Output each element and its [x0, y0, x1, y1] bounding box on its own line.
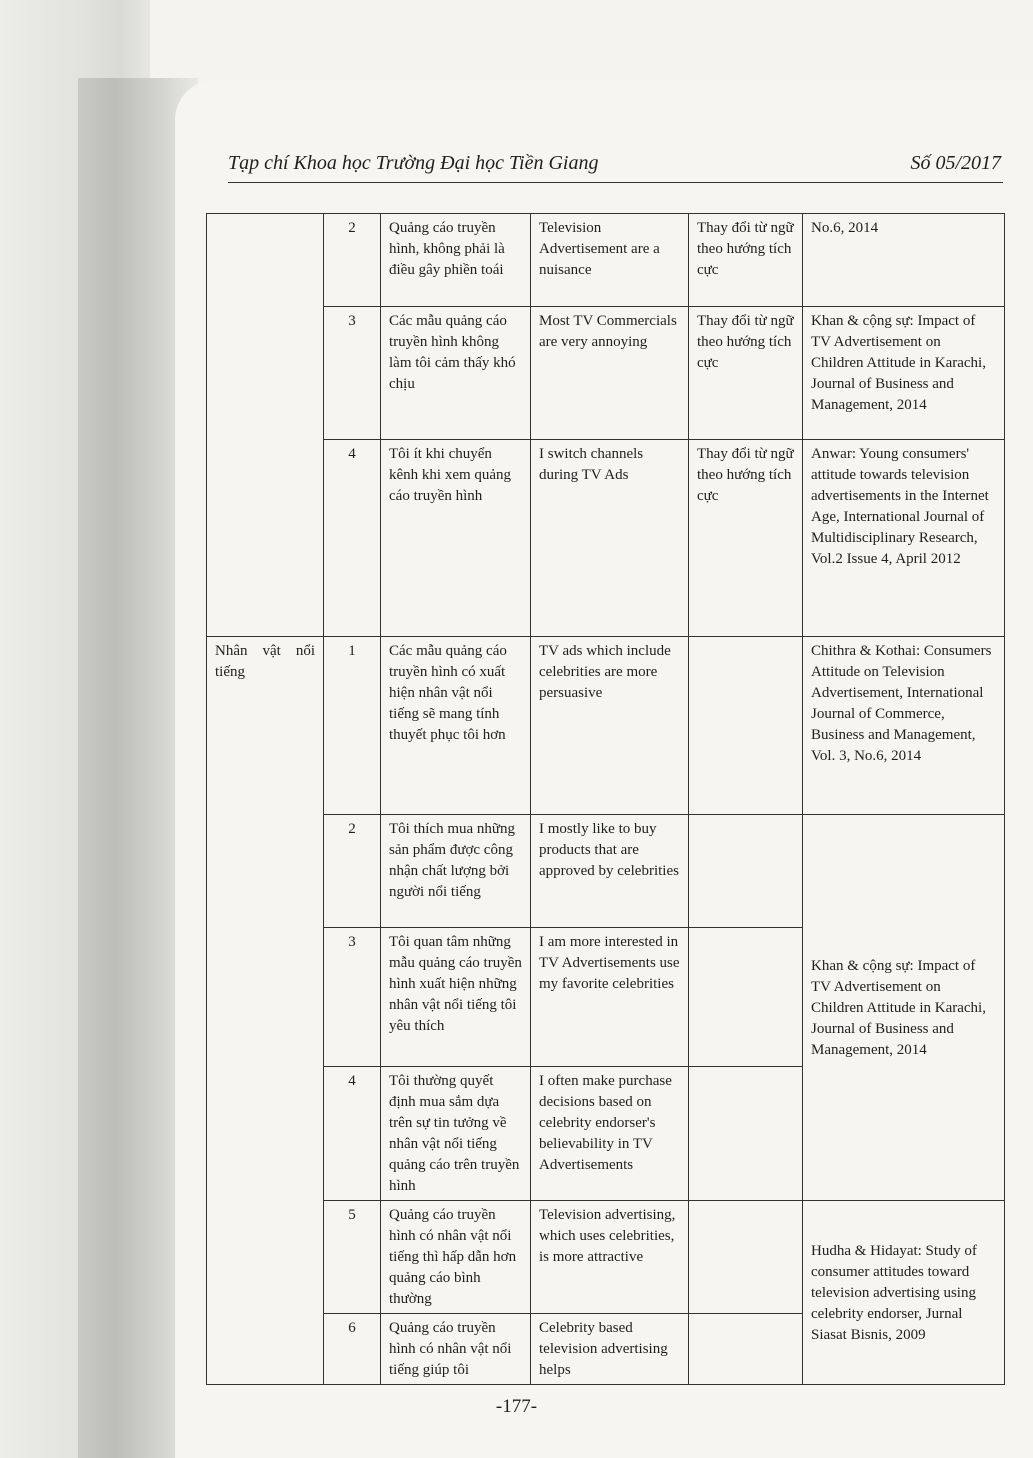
- item-number: 6: [324, 1314, 381, 1385]
- item-source: Hudha & Hidayat: Study of consumer attitudes toward television advertising using celebrity endorser, Jurnal Siasat Bisnis, 2009: [803, 1201, 1005, 1385]
- table-row: [207, 637, 1005, 815]
- table-row: [207, 307, 1005, 440]
- table-row: [207, 1201, 1005, 1314]
- item-number: 5: [324, 1201, 381, 1314]
- item-source: Khan & cộng sự: Impact of TV Advertisement on Children Attitude in Karachi, Journal of Business and Management, 2014: [803, 307, 1005, 440]
- item-english: Celebrity based television advertising helps: [531, 1314, 689, 1385]
- item-english: Television Advertisement are a nuisance: [531, 214, 689, 307]
- item-vietnamese: Quảng cáo truyền hình có nhân vật nổi tiếng giúp tôi: [381, 1314, 531, 1385]
- item-vietnamese: Các mẫu quảng cáo truyền hình có xuất hiện nhân vật nổi tiếng sẽ mang tính thuyết phục tôi hơn: [381, 637, 531, 815]
- survey-table: [206, 213, 1005, 1385]
- group-cell: [207, 214, 324, 637]
- item-english: I switch channels during TV Ads: [531, 440, 689, 637]
- item-vietnamese: Tôi thích mua những sản phẩm được công nhận chất lượng bởi người nổi tiếng: [381, 815, 531, 928]
- table-row: [207, 440, 1005, 637]
- item-note: Thay đổi từ ngữ theo hướng tích cực: [689, 440, 803, 637]
- item-note: [689, 1067, 803, 1201]
- item-number: 4: [324, 440, 381, 637]
- item-number: 3: [324, 307, 381, 440]
- item-note: Thay đổi từ ngữ theo hướng tích cực: [689, 214, 803, 307]
- item-english: Most TV Commercials are very annoying: [531, 307, 689, 440]
- item-vietnamese: Tôi thường quyết định mua sắm dựa trên sự tin tưởng về nhân vật nổi tiếng quảng cáo trên truyền hình: [381, 1067, 531, 1201]
- issue-number: Số 05/2017: [910, 152, 1001, 174]
- item-english: I mostly like to buy products that are approved by celebrities: [531, 815, 689, 928]
- item-vietnamese: Tôi ít khi chuyển kênh khi xem quảng cáo truyền hình: [381, 440, 531, 637]
- item-vietnamese: Quảng cáo truyền hình, không phải là điều gây phiền toái: [381, 214, 531, 307]
- journal-title: Tạp chí Khoa học Trường Đại học Tiền Giang: [228, 152, 599, 174]
- item-note: [689, 815, 803, 928]
- item-source: Khan & cộng sự: Impact of TV Advertisement on Children Attitude in Karachi, Journal of Business and Management, 2014: [803, 815, 1005, 1201]
- item-number: 2: [324, 214, 381, 307]
- item-number: 3: [324, 928, 381, 1067]
- item-number: 1: [324, 637, 381, 815]
- table-row: [207, 214, 1005, 307]
- item-source: Chithra & Kothai: Consumers Attitude on Television Advertisement, International Journal of Commerce, Business and Management, Vol. 3, No.6, 2014: [803, 637, 1005, 815]
- item-english: Television advertising, which uses celebrities, is more attractive: [531, 1201, 689, 1314]
- item-note: [689, 637, 803, 815]
- group-cell: Nhân vật nổi tiếng: [207, 637, 324, 1385]
- item-note: [689, 928, 803, 1067]
- item-vietnamese: Tôi quan tâm những mẫu quảng cáo truyền hình xuất hiện những nhân vật nổi tiếng tôi yêu thích: [381, 928, 531, 1067]
- table-row: [207, 815, 1005, 928]
- item-number: 4: [324, 1067, 381, 1201]
- item-number: 2: [324, 815, 381, 928]
- item-note: Thay đổi từ ngữ theo hướng tích cực: [689, 307, 803, 440]
- item-vietnamese: Quảng cáo truyền hình có nhân vật nổi tiếng thì hấp dẫn hơn quảng cáo bình thường: [381, 1201, 531, 1314]
- page-number: -177-: [495, 1396, 538, 1417]
- item-english: I often make purchase decisions based on celebrity endorser's believability in TV Advertisements: [531, 1067, 689, 1201]
- item-source: No.6, 2014: [803, 214, 1005, 307]
- item-vietnamese: Các mẫu quảng cáo truyền hình không làm tôi cảm thấy khó chịu: [381, 307, 531, 440]
- item-note: [689, 1201, 803, 1314]
- item-english: I am more interested in TV Advertisements use my favorite celebrities: [531, 928, 689, 1067]
- page-header: [228, 148, 1003, 183]
- item-english: TV ads which include celebrities are more persuasive: [531, 637, 689, 815]
- item-note: [689, 1314, 803, 1385]
- item-source: Anwar: Young consumers' attitude towards television advertisements in the Internet Age, International Journal of Multidisciplinary Research, Vol.2 Issue 4, April 2012: [803, 440, 1005, 637]
